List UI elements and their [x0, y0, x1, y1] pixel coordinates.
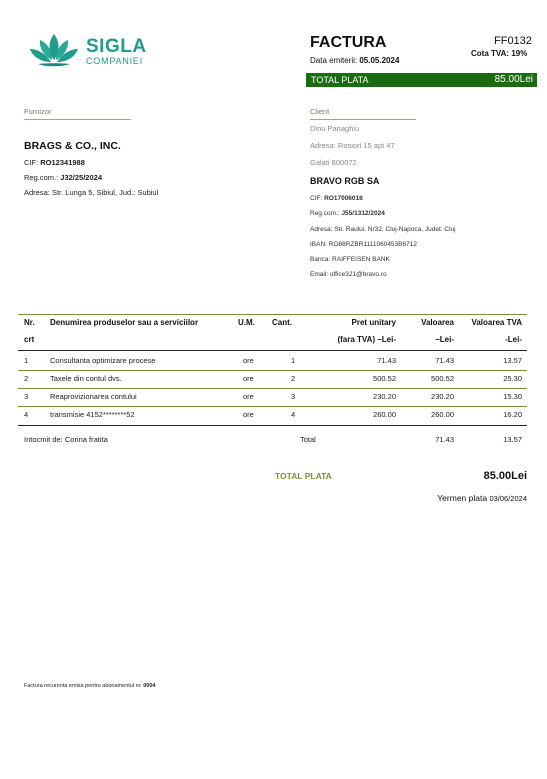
row-1-price: 71.43	[377, 356, 396, 365]
supplier-address-label: Adresa:	[24, 188, 50, 197]
col-header-price-sub: (fara TVA) –Lei-	[337, 335, 396, 344]
client-cif-value: RO17006018	[324, 195, 363, 202]
due-date	[380, 493, 527, 503]
client-reg-value: J55/1312/2024	[341, 210, 385, 217]
row-2-nr: 2	[24, 374, 29, 383]
invoice-title: FACTURA	[310, 34, 387, 51]
issue-date	[310, 56, 399, 65]
table-total-label: Total	[300, 435, 316, 444]
col-header-qty: Cant.	[272, 318, 292, 327]
row-1-um: ore	[243, 356, 254, 365]
row-3-value: 230.20	[431, 392, 454, 401]
supplier-address	[24, 188, 158, 197]
row-1-nr: 1	[24, 356, 29, 365]
vat-rate	[471, 49, 527, 58]
footer-subscription-number: 0004	[143, 683, 156, 689]
client-contact-name: Dinu Panaghiu	[310, 124, 360, 133]
col-header-um: U.M.	[238, 318, 255, 327]
client-name: BRAVO RGB SA	[310, 176, 380, 186]
table-header-border	[18, 350, 527, 351]
row-1-vat: 13.57	[503, 356, 522, 365]
row-1-product: Consultanta optimizare procese	[50, 356, 156, 365]
prepared-by: Intocmit de: Corina fratita	[24, 435, 108, 444]
logo-name: SIGLA	[86, 36, 147, 57]
supplier-cif-value: RO12341988	[40, 158, 85, 167]
table-total-vat: 13.57	[503, 435, 522, 444]
client-divider	[310, 119, 416, 120]
row-divider	[18, 370, 527, 371]
supplier-cif	[24, 158, 85, 167]
supplier-reg-value: J32/25/2024	[60, 173, 102, 182]
row-2-vat: 25.30	[503, 374, 522, 383]
col-header-value: Valoarea	[421, 318, 454, 327]
col-header-vat: Valoarea TVA	[471, 318, 522, 327]
table-bottom-border	[18, 425, 527, 426]
grand-total-value: 85.00Lei	[483, 470, 527, 482]
lotus-logo-icon	[28, 32, 80, 68]
vat-rate-label: Cota TVA:	[471, 49, 510, 58]
row-4-nr: 4	[24, 410, 29, 419]
client-contact-city: Galati 800072	[310, 158, 357, 167]
total-bar	[306, 73, 537, 87]
client-email: Email: office321@bravo.ro	[310, 271, 387, 278]
table-total-value: 71.43	[435, 435, 454, 444]
supplier-address-value: Str. Lunga 5, Sibiul, Jud.: Subiul	[51, 188, 159, 197]
client-cif-label: CIF:	[310, 195, 323, 202]
table-top-border	[18, 314, 527, 315]
row-2-product: Taxele din contul dvs.	[50, 374, 122, 383]
row-2-value: 500.52	[431, 374, 454, 383]
col-header-value-sub: –Lei-	[435, 335, 454, 344]
row-divider	[18, 388, 527, 389]
supplier-reg-label: Reg.com.:	[24, 173, 59, 182]
supplier-section-label: Furnizor	[24, 107, 52, 116]
invoice-number: FF0132	[494, 35, 532, 47]
col-header-product: Denumirea produselor sau a serviciilor	[50, 318, 199, 327]
client-contact-address: Adresa: Rosiori 15 apt 47	[310, 141, 395, 150]
supplier-divider	[24, 119, 131, 120]
grand-total-label: TOTAL PLATA	[275, 471, 332, 481]
client-reg-label: Reg.com.:	[310, 210, 340, 217]
row-2-um: ore	[243, 374, 254, 383]
client-section-label: Client	[310, 107, 330, 116]
row-4-price: 260.00	[373, 410, 396, 419]
client-iban: IBAN: RO88RZBR1111060453B6712	[310, 241, 417, 248]
issue-date-label: Data emiterii:	[310, 56, 358, 65]
due-date-label: Yermen plata	[437, 493, 488, 503]
row-4-vat: 16.20	[503, 410, 522, 419]
row-3-um: ore	[243, 392, 254, 401]
row-4-product: transmisie 4152********52	[50, 410, 135, 419]
row-4-qty: 4	[291, 410, 296, 419]
client-bank: Banca: RAIFFEISEN BANK	[310, 256, 390, 263]
row-2-qty: 2	[291, 374, 296, 383]
due-date-value: 03/06/2024	[489, 494, 527, 503]
row-3-qty: 3	[291, 392, 296, 401]
supplier-reg	[24, 173, 102, 182]
col-header-nr: Nr.	[24, 318, 35, 327]
row-4-um: ore	[243, 410, 254, 419]
col-header-price: Pret unitary	[351, 318, 396, 327]
supplier-name: BRAGS & CO., INC.	[24, 140, 121, 152]
row-3-product: Reaprovizionarea contului	[50, 392, 137, 401]
vat-rate-value: 19%	[511, 49, 528, 58]
logo-subtitle: COMPANIEI	[86, 56, 144, 66]
row-1-qty: 1	[291, 356, 296, 365]
footer-note-text: Factura recurenta emisa pentru abonamentul nr.	[24, 683, 142, 689]
client-reg	[310, 210, 385, 217]
row-1-value: 71.43	[435, 356, 454, 365]
client-address: Adresa: Str. Raului. Nr32, Cluj-Napoca, Judet: Cluj	[310, 226, 456, 233]
supplier-cif-label: CIF:	[24, 158, 39, 167]
col-header-vat-sub: -Lei-	[505, 335, 522, 344]
col-header-nr-sub: crt	[24, 335, 35, 344]
issue-date-value: 05.05.2024	[359, 56, 400, 65]
row-3-vat: 15.30	[503, 392, 522, 401]
total-bar-label: TOTAL PLATA	[311, 75, 369, 85]
row-4-value: 260.00	[431, 410, 454, 419]
footer-note	[24, 683, 156, 689]
row-3-nr: 3	[24, 392, 29, 401]
row-divider	[18, 406, 527, 407]
row-2-price: 500.52	[373, 374, 396, 383]
row-3-price: 230.20	[373, 392, 396, 401]
client-cif	[310, 195, 363, 202]
total-bar-value: 85.00Lei	[494, 74, 533, 85]
